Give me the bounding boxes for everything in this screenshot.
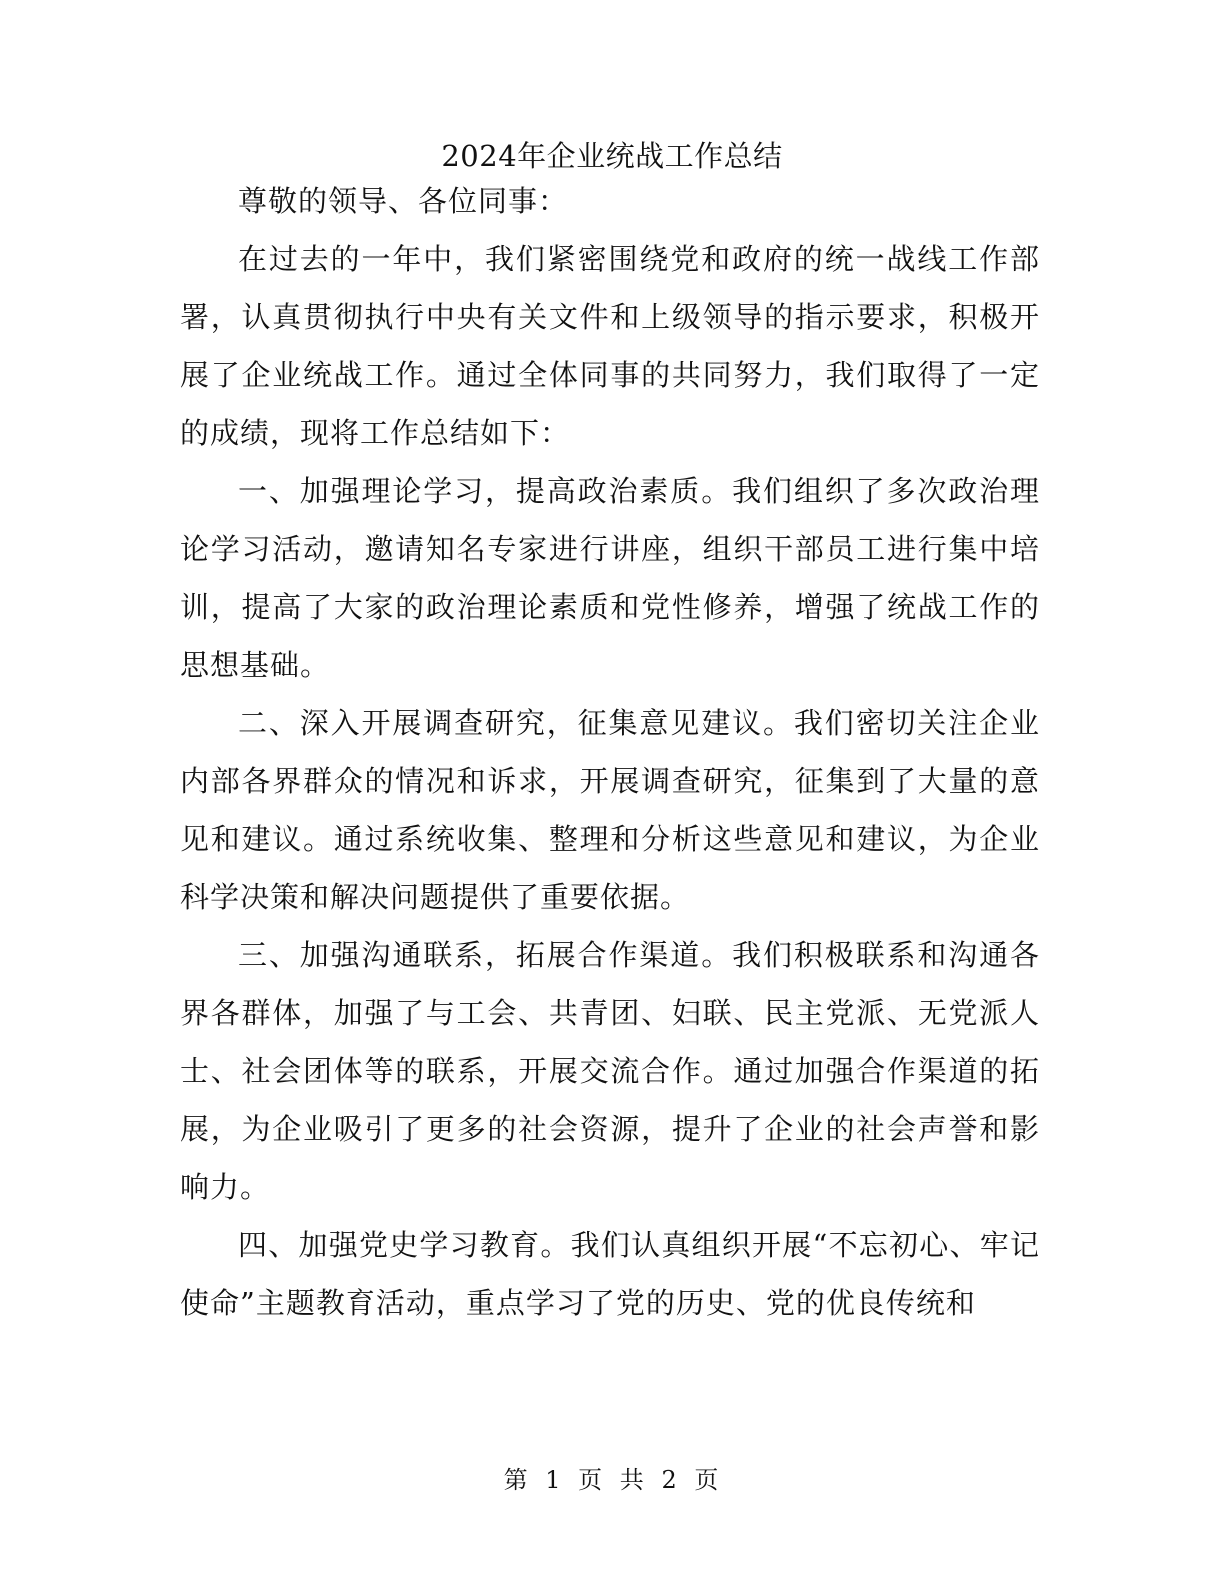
document-body xyxy=(180,172,1040,1332)
section-three-paragraph: 三、加强沟通联系，拓展合作渠道。我们积极联系和沟通各界各群体，加强了与工会、共青团、妇联、民主党派、无党派人士、社会团体等的联系，开展交流合作。通过加强合作渠道的拓展，为企业吸引了更多的社会资源，提升了企业的社会声誉和影响力。 xyxy=(180,938,1040,1204)
section-two-paragraph: 二、深入开展调查研究，征集意见建议。我们密切关注企业内部各界群众的情况和诉求，开展调查研究，征集到了大量的意见和建议。通过系统收集、整理和分析这些意见和建议，为企业科学决策和解决问题提供了重要依据。 xyxy=(180,706,1040,914)
document-title: 2024年企业统战工作总结 xyxy=(441,139,783,173)
section-four-paragraph: 四、加强党史学习教育。我们认真组织开展“不忘初心、牢记使命”主题教育活动，重点学习了党的历史、党的优良传统和 xyxy=(180,1228,1040,1320)
salutation: 尊敬的领导、各位同事： xyxy=(238,184,569,218)
intro-paragraph: 在过去的一年中，我们紧密围绕党和政府的统一战线工作部署，认真贯彻执行中央有关文件和上级领导的指示要求，积极开展了企业统战工作。通过全体同事的共同努力，我们取得了一定的成绩，现将工作总结如下： xyxy=(180,242,1040,450)
page-number-footer: 第 1 页 共 2 页 xyxy=(503,1466,721,1494)
section-one-paragraph: 一、加强理论学习，提高政治素质。我们组织了多次政治理论学习活动，邀请知名专家进行讲座，组织干部员工进行集中培训，提高了大家的政治理论素质和党性修养，增强了统战工作的思想基础。 xyxy=(180,474,1040,682)
